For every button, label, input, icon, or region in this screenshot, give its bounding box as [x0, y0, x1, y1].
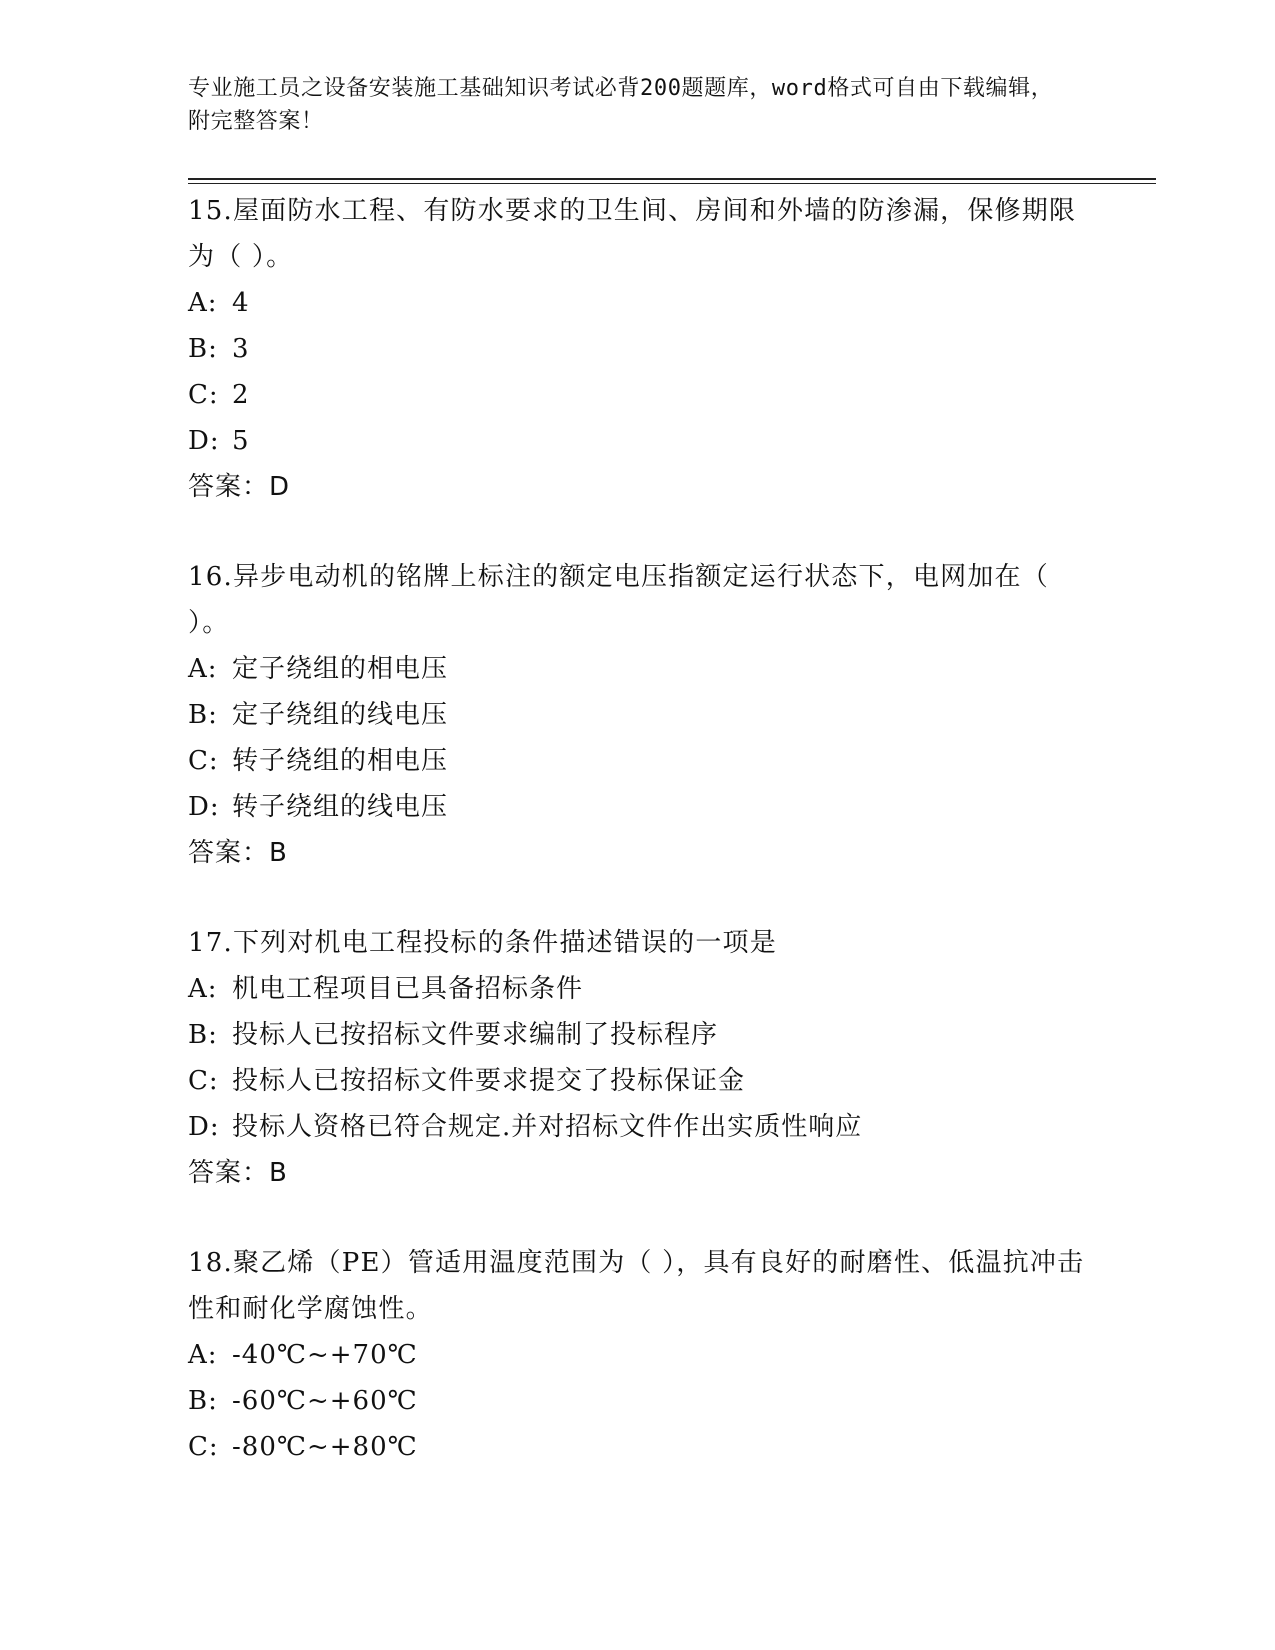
option-label: C: — [188, 1432, 219, 1462]
answer: 答案：B — [188, 1158, 288, 1188]
option-text: -60℃~+60℃ — [232, 1386, 418, 1416]
option-text: 4 — [232, 288, 250, 318]
answer: 答案：D — [188, 472, 291, 502]
question-list — [188, 188, 1088, 1514]
question-18 — [188, 1240, 1088, 1470]
option-text: 投标人已按招标文件要求编制了投标程序 — [232, 1020, 719, 1050]
option-b — [188, 326, 1088, 372]
option-label: D: — [188, 1112, 220, 1142]
document-header: 专业施工员之设备安装施工基础知识考试必背200题题库，word格式可自由下载编辑，附完整答案！ — [188, 76, 1054, 134]
option-d — [188, 418, 1088, 464]
option-label: D: — [188, 426, 220, 456]
option-text: 投标人已按招标文件要求提交了投标保证金 — [232, 1066, 746, 1096]
option-text: 定子绕组的相电压 — [232, 654, 449, 684]
option-a — [188, 280, 1088, 326]
question-stem: 15.屋面防水工程、有防水要求的卫生间、房间和外墙的防渗漏，保修期限为（ ）。 — [188, 196, 1077, 272]
question-stem: 16.异步电动机的铭牌上标注的额定电压指额定运行状态下，电网加在（ ）。 — [188, 562, 1049, 638]
option-label: B: — [188, 1020, 218, 1050]
question-16 — [188, 554, 1088, 876]
header-divider-thick — [188, 178, 1156, 180]
question-17 — [188, 920, 1088, 1196]
question-15 — [188, 188, 1088, 510]
option-text: 定子绕组的线电压 — [232, 700, 449, 730]
option-text: 转子绕组的线电压 — [232, 792, 449, 822]
question-stem: 17.下列对机电工程投标的条件描述错误的一项是 — [188, 928, 777, 958]
option-c — [188, 372, 1088, 418]
answer: 答案：B — [188, 838, 288, 868]
option-c — [188, 1424, 1088, 1470]
option-b — [188, 1012, 1088, 1058]
option-b — [188, 692, 1088, 738]
option-label: C: — [188, 1066, 219, 1096]
option-text: 转子绕组的相电压 — [232, 746, 449, 776]
question-stem: 18.聚乙烯（PE）管适用温度范围为（ ），具有良好的耐磨性、低温抗冲击性和耐化学腐蚀性。 — [188, 1248, 1085, 1324]
option-label: A: — [188, 654, 218, 684]
option-label: A: — [188, 288, 218, 318]
option-label: A: — [188, 974, 218, 1004]
option-text: -40℃~+70℃ — [232, 1340, 418, 1370]
option-a — [188, 646, 1088, 692]
option-label: D: — [188, 792, 220, 822]
option-a — [188, 1332, 1088, 1378]
option-text: 5 — [232, 426, 250, 456]
option-label: B: — [188, 334, 218, 364]
option-text: 2 — [232, 380, 250, 410]
option-label: B: — [188, 1386, 218, 1416]
option-text: 3 — [232, 334, 250, 364]
option-a — [188, 966, 1088, 1012]
option-c — [188, 1058, 1088, 1104]
option-label: B: — [188, 700, 218, 730]
option-b — [188, 1378, 1088, 1424]
option-text: 机电工程项目已具备招标条件 — [232, 974, 584, 1004]
header-divider-thin — [188, 183, 1156, 184]
option-d — [188, 1104, 1088, 1150]
option-text: -80℃~+80℃ — [232, 1432, 418, 1462]
option-label: C: — [188, 746, 219, 776]
option-d — [188, 784, 1088, 830]
option-label: A: — [188, 1340, 218, 1370]
option-label: C: — [188, 380, 219, 410]
option-c — [188, 738, 1088, 784]
option-text: 投标人资格已符合规定.并对招标文件作出实质性响应 — [232, 1112, 863, 1142]
